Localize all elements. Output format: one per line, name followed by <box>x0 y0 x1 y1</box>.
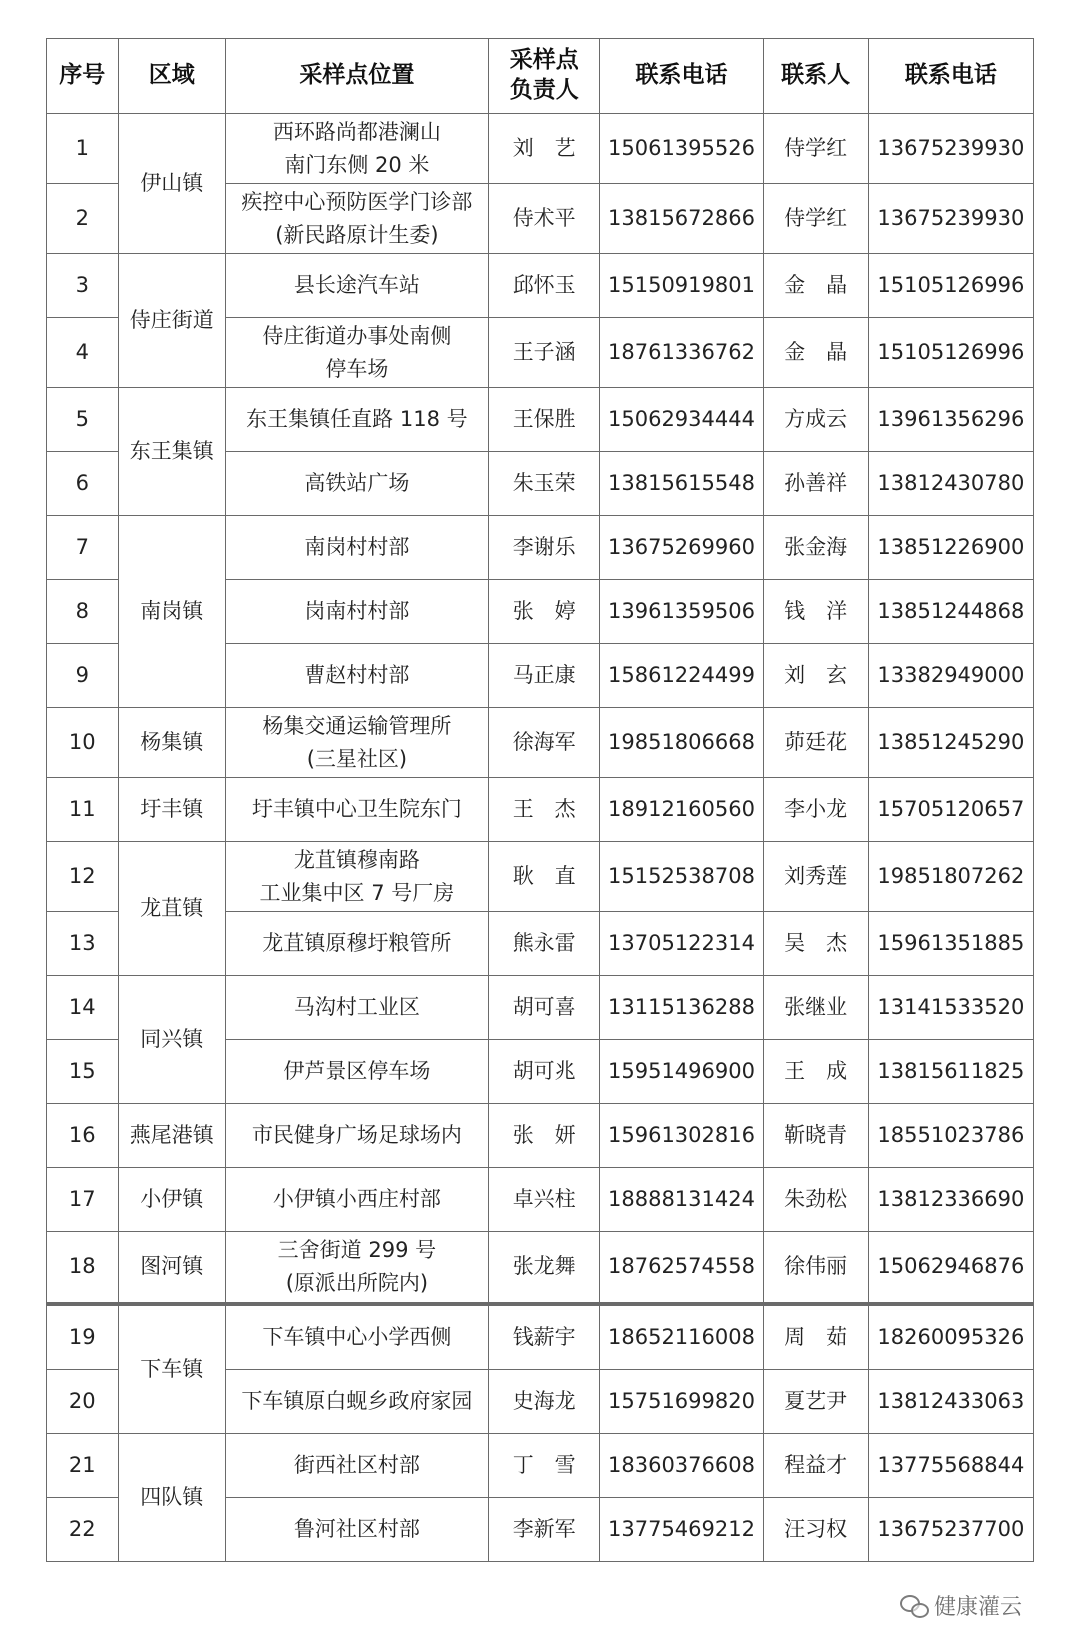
cell-no: 17 <box>47 1168 119 1232</box>
cell-contact-phone: 13851226900 <box>868 516 1033 580</box>
cell-location: 疾控中心预防医学门诊部 (新民路原计生委) <box>225 184 488 254</box>
cell-lead-phone: 15062934444 <box>600 388 763 452</box>
cell-area: 同兴镇 <box>118 976 225 1104</box>
cell-lead: 钱薪宇 <box>488 1304 600 1370</box>
cell-no: 10 <box>47 708 119 778</box>
table-row <box>47 388 1034 452</box>
cell-lead: 王子涵 <box>488 318 600 388</box>
table-row <box>47 1304 1034 1370</box>
header-contact: 联系人 <box>763 39 868 114</box>
cell-area: 南岗镇 <box>118 516 225 708</box>
cell-contact-phone: 13775568844 <box>868 1434 1033 1498</box>
cell-contact: 茆廷花 <box>763 708 868 778</box>
cell-lead-phone: 18912160560 <box>600 778 763 842</box>
cell-contact-phone: 13812430780 <box>868 452 1033 516</box>
cell-contact-phone: 13675237700 <box>868 1498 1033 1562</box>
cell-contact-phone: 13675239930 <box>868 184 1033 254</box>
cell-contact-phone: 13851244868 <box>868 580 1033 644</box>
cell-lead: 李谢乐 <box>488 516 600 580</box>
table-row <box>47 778 1034 842</box>
cell-contact-phone: 19851807262 <box>868 842 1033 912</box>
cell-contact-phone: 13675239930 <box>868 114 1033 184</box>
cell-location: 下车镇中心小学西侧 <box>225 1304 488 1370</box>
cell-lead-phone: 15751699820 <box>600 1370 763 1434</box>
cell-location: 岗南村村部 <box>225 580 488 644</box>
cell-lead: 朱玉荣 <box>488 452 600 516</box>
cell-contact: 金 晶 <box>763 318 868 388</box>
cell-area: 四队镇 <box>118 1434 225 1562</box>
cell-lead-phone: 18888131424 <box>600 1168 763 1232</box>
cell-area: 圩丰镇 <box>118 778 225 842</box>
cell-lead: 马正康 <box>488 644 600 708</box>
cell-contact-phone: 13382949000 <box>868 644 1033 708</box>
cell-location: 圩丰镇中心卫生院东门 <box>225 778 488 842</box>
cell-location: 伊芦景区停车场 <box>225 1040 488 1104</box>
cell-lead-phone: 13775469212 <box>600 1498 763 1562</box>
cell-contact: 程益才 <box>763 1434 868 1498</box>
header-contact-phone: 联系电话 <box>868 39 1033 114</box>
cell-location: 高铁站广场 <box>225 452 488 516</box>
cell-lead: 熊永雷 <box>488 912 600 976</box>
cell-lead: 侍术平 <box>488 184 600 254</box>
header-no: 序号 <box>47 39 119 114</box>
cell-lead: 卓兴柱 <box>488 1168 600 1232</box>
table-row <box>47 114 1034 184</box>
cell-location: 南岗村村部 <box>225 516 488 580</box>
cell-location: 龙苴镇穆南路 工业集中区 7 号厂房 <box>225 842 488 912</box>
header-location: 采样点位置 <box>225 39 488 114</box>
wechat-icon <box>900 1595 928 1617</box>
cell-lead: 刘 艺 <box>488 114 600 184</box>
watermark-text: 健康灌云 <box>934 1595 1023 1620</box>
cell-lead: 张龙舞 <box>488 1232 600 1304</box>
cell-lead-phone: 18652116008 <box>600 1304 763 1370</box>
table-row <box>47 1104 1034 1168</box>
cell-contact-phone: 15705120657 <box>868 778 1033 842</box>
cell-lead: 王 杰 <box>488 778 600 842</box>
cell-lead-phone: 19851806668 <box>600 708 763 778</box>
cell-lead: 李新军 <box>488 1498 600 1562</box>
cell-no: 8 <box>47 580 119 644</box>
cell-contact-phone: 15961351885 <box>868 912 1033 976</box>
cell-contact-phone: 13851245290 <box>868 708 1033 778</box>
cell-location: 杨集交通运输管理所 (三星社区) <box>225 708 488 778</box>
cell-lead: 邱怀玉 <box>488 254 600 318</box>
table-row <box>47 254 1034 318</box>
cell-lead-phone: 18360376608 <box>600 1434 763 1498</box>
cell-contact-phone: 13812433063 <box>868 1370 1033 1434</box>
cell-lead-phone: 18762574558 <box>600 1232 763 1304</box>
cell-contact: 金 晶 <box>763 254 868 318</box>
cell-contact: 方成云 <box>763 388 868 452</box>
cell-no: 20 <box>47 1370 119 1434</box>
cell-area: 龙苴镇 <box>118 842 225 976</box>
header-lead-phone: 联系电话 <box>600 39 763 114</box>
cell-location: 曹赵村村部 <box>225 644 488 708</box>
cell-lead: 胡可兆 <box>488 1040 600 1104</box>
cell-location: 市民健身广场足球场内 <box>225 1104 488 1168</box>
cell-no: 19 <box>47 1304 119 1370</box>
cell-lead-phone: 15150919801 <box>600 254 763 318</box>
cell-lead-phone: 15961302816 <box>600 1104 763 1168</box>
table-row <box>47 708 1034 778</box>
cell-lead: 张 妍 <box>488 1104 600 1168</box>
cell-area: 燕尾港镇 <box>118 1104 225 1168</box>
cell-contact-phone: 13961356296 <box>868 388 1033 452</box>
cell-no: 13 <box>47 912 119 976</box>
cell-contact: 李小龙 <box>763 778 868 842</box>
cell-lead: 徐海军 <box>488 708 600 778</box>
cell-area: 杨集镇 <box>118 708 225 778</box>
cell-contact: 侍学红 <box>763 184 868 254</box>
cell-no: 18 <box>47 1232 119 1304</box>
table-row <box>47 1434 1034 1498</box>
cell-contact-phone: 15062946876 <box>868 1232 1033 1304</box>
cell-location: 三舍街道 299 号 (原派出所院内) <box>225 1232 488 1304</box>
cell-no: 21 <box>47 1434 119 1498</box>
cell-no: 14 <box>47 976 119 1040</box>
cell-contact: 刘 玄 <box>763 644 868 708</box>
header-area: 区域 <box>118 39 225 114</box>
cell-location: 小伊镇小西庄村部 <box>225 1168 488 1232</box>
cell-no: 7 <box>47 516 119 580</box>
cell-no: 4 <box>47 318 119 388</box>
cell-location: 东王集镇任直路 118 号 <box>225 388 488 452</box>
cell-location: 县长途汽车站 <box>225 254 488 318</box>
cell-location: 街西社区村部 <box>225 1434 488 1498</box>
watermark <box>900 1590 1022 1621</box>
cell-area: 下车镇 <box>118 1304 225 1434</box>
cell-lead-phone: 13815615548 <box>600 452 763 516</box>
cell-contact-phone: 18260095326 <box>868 1304 1033 1370</box>
cell-location: 下车镇原白蚬乡政府家园 <box>225 1370 488 1434</box>
cell-contact: 张继业 <box>763 976 868 1040</box>
cell-lead-phone: 15061395526 <box>600 114 763 184</box>
cell-lead-phone: 13115136288 <box>600 976 763 1040</box>
cell-contact: 侍学红 <box>763 114 868 184</box>
cell-location: 侍庄街道办事处南侧 停车场 <box>225 318 488 388</box>
cell-no: 2 <box>47 184 119 254</box>
cell-no: 16 <box>47 1104 119 1168</box>
cell-contact: 刘秀莲 <box>763 842 868 912</box>
sampling-points-table <box>46 38 1034 1562</box>
cell-lead: 胡可喜 <box>488 976 600 1040</box>
cell-no: 6 <box>47 452 119 516</box>
cell-area: 图河镇 <box>118 1232 225 1304</box>
cell-lead-phone: 15951496900 <box>600 1040 763 1104</box>
header-row <box>47 39 1034 114</box>
cell-location: 西环路尚都港澜山 南门东侧 20 米 <box>225 114 488 184</box>
cell-contact-phone: 18551023786 <box>868 1104 1033 1168</box>
cell-lead: 耿 直 <box>488 842 600 912</box>
table-row <box>47 976 1034 1040</box>
cell-contact: 张金海 <box>763 516 868 580</box>
table-row <box>47 1232 1034 1304</box>
table-row <box>47 842 1034 912</box>
sampling-points-table-wrapper <box>46 38 1034 1562</box>
cell-area: 小伊镇 <box>118 1168 225 1232</box>
cell-no: 3 <box>47 254 119 318</box>
cell-no: 15 <box>47 1040 119 1104</box>
cell-no: 11 <box>47 778 119 842</box>
cell-contact-phone: 13812336690 <box>868 1168 1033 1232</box>
cell-lead: 丁 雪 <box>488 1434 600 1498</box>
cell-no: 22 <box>47 1498 119 1562</box>
cell-lead: 张 婷 <box>488 580 600 644</box>
cell-no: 5 <box>47 388 119 452</box>
cell-contact: 钱 洋 <box>763 580 868 644</box>
cell-contact-phone: 15105126996 <box>868 318 1033 388</box>
cell-lead: 王保胜 <box>488 388 600 452</box>
cell-lead-phone: 13961359506 <box>600 580 763 644</box>
cell-contact: 徐伟丽 <box>763 1232 868 1304</box>
cell-no: 1 <box>47 114 119 184</box>
table-row <box>47 1168 1034 1232</box>
cell-area: 东王集镇 <box>118 388 225 516</box>
cell-lead: 史海龙 <box>488 1370 600 1434</box>
cell-contact: 夏艺尹 <box>763 1370 868 1434</box>
cell-contact: 朱劲松 <box>763 1168 868 1232</box>
cell-contact: 吴 杰 <box>763 912 868 976</box>
cell-no: 12 <box>47 842 119 912</box>
cell-contact: 孙善祥 <box>763 452 868 516</box>
cell-contact: 汪习权 <box>763 1498 868 1562</box>
cell-contact: 靳晓青 <box>763 1104 868 1168</box>
cell-lead-phone: 15152538708 <box>600 842 763 912</box>
cell-lead-phone: 13705122314 <box>600 912 763 976</box>
cell-area: 侍庄街道 <box>118 254 225 388</box>
cell-contact: 王 成 <box>763 1040 868 1104</box>
cell-area: 伊山镇 <box>118 114 225 254</box>
cell-lead-phone: 13675269960 <box>600 516 763 580</box>
cell-contact-phone: 13815611825 <box>868 1040 1033 1104</box>
cell-lead-phone: 13815672866 <box>600 184 763 254</box>
cell-contact-phone: 15105126996 <box>868 254 1033 318</box>
cell-lead-phone: 18761336762 <box>600 318 763 388</box>
table-row <box>47 516 1034 580</box>
cell-location: 鲁河社区村部 <box>225 1498 488 1562</box>
header-lead: 采样点 负责人 <box>488 39 600 114</box>
cell-no: 9 <box>47 644 119 708</box>
cell-contact: 周 茹 <box>763 1304 868 1370</box>
cell-location: 马沟村工业区 <box>225 976 488 1040</box>
cell-lead-phone: 15861224499 <box>600 644 763 708</box>
cell-location: 龙苴镇原穆圩粮管所 <box>225 912 488 976</box>
cell-contact-phone: 13141533520 <box>868 976 1033 1040</box>
